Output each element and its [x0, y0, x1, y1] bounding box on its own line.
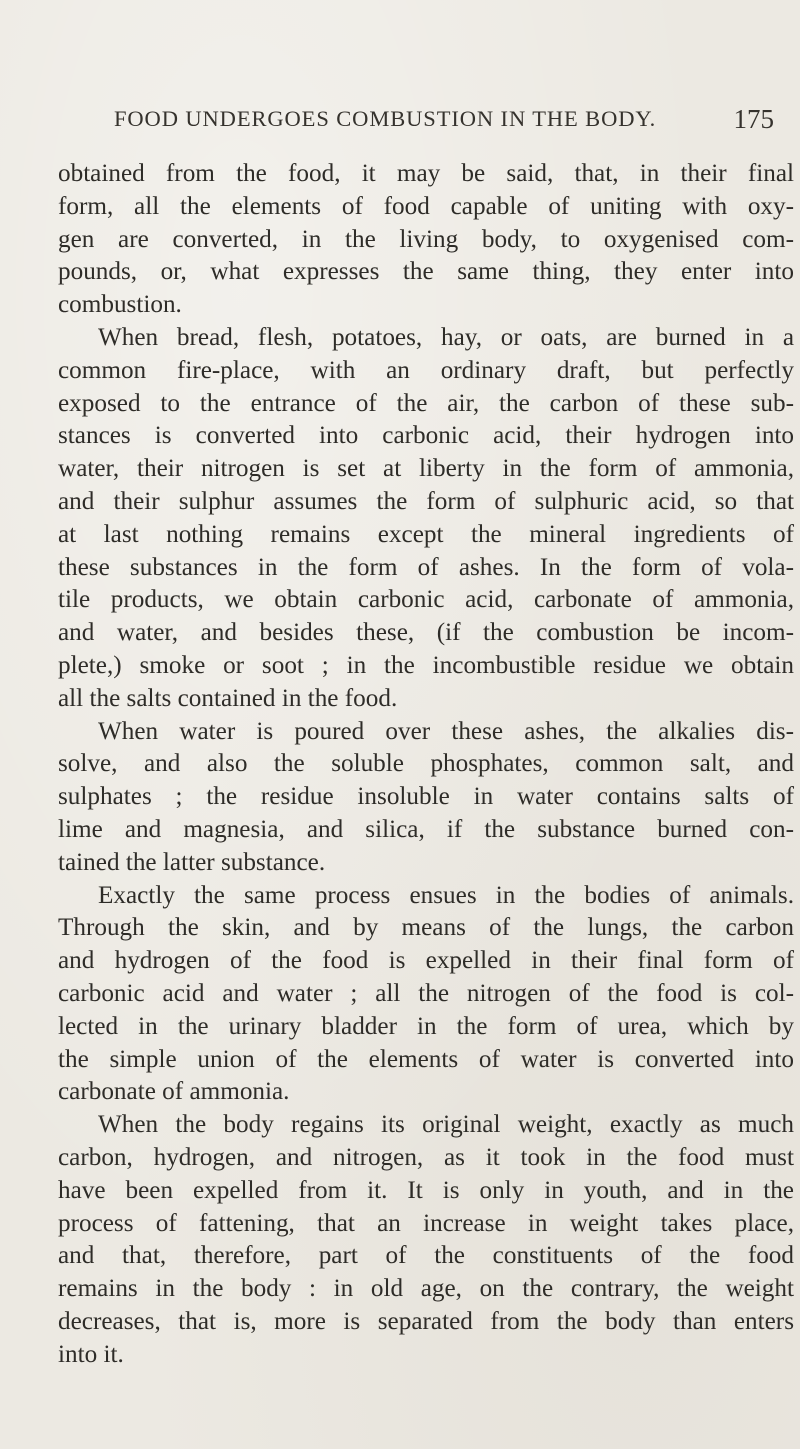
text-line: process of fattening, that an increase in weight takes place, — [58, 1209, 794, 1237]
text-line: When bread, flesh, potatoes, hay, or oats, are burned in a — [98, 323, 794, 351]
text-line: Through the skin, and by means of the lungs, the carbon — [58, 914, 794, 942]
text-line: at last nothing remains except the mineral ingredients of — [58, 520, 794, 548]
text-line: combustion. — [58, 291, 182, 319]
running-head — [114, 106, 774, 146]
text-line: obtained from the food, it may be said, that, in their final — [58, 160, 794, 187]
page-number: 175 — [733, 104, 774, 134]
text-line: tile products, we obtain carbonic acid, carbonate of ammonia, — [58, 586, 794, 614]
text-line: into it. — [58, 1340, 124, 1368]
running-title: FOOD UNDERGOES COMBUSTION IN THE BODY. — [114, 106, 657, 131]
text-line: When water is poured over these ashes, the alkalies dis- — [98, 717, 794, 745]
text-line: and water, and besides these, (if the combustion be incom- — [58, 619, 794, 647]
text-line: stances is converted into carbonic acid, their hydrogen into — [58, 422, 794, 450]
text-line: tained the latter substance. — [58, 848, 326, 876]
text-line: the simple union of the elements of water is converted into — [58, 1045, 794, 1073]
paragraph — [58, 158, 794, 322]
body-text — [58, 158, 794, 1371]
paragraph — [58, 322, 794, 716]
text-line: these substances in the form of ashes. In the form of vola- — [58, 553, 794, 581]
text-line: carbonate of ammonia. — [58, 1078, 290, 1106]
text-line: decreases, that is, more is separated from the body than enters — [58, 1307, 794, 1335]
text-line: and their sulphur assumes the form of sulphuric acid, so that — [58, 487, 794, 515]
paragraph — [58, 880, 794, 1110]
text-line: form, all the elements of food capable of uniting with oxy- — [58, 192, 794, 220]
paragraph — [58, 1109, 794, 1371]
text-line: and that, therefore, part of the constituents of the food — [58, 1242, 794, 1270]
text-line: remains in the body : in old age, on the contrary, the weight — [58, 1275, 794, 1303]
text-line: all the salts contained in the food. — [58, 684, 398, 712]
text-line: have been expelled from it. It is only in youth, and in the — [58, 1176, 794, 1204]
text-line: lected in the urinary bladder in the form of urea, which by — [58, 1012, 794, 1040]
text-line: lime and magnesia, and silica, if the substance burned con- — [58, 815, 794, 843]
paragraph — [58, 716, 794, 880]
text-line: and hydrogen of the food is expelled in their final form of — [58, 947, 794, 975]
text-line: exposed to the entrance of the air, the carbon of these sub- — [58, 389, 794, 417]
text-line: water, their nitrogen is set at liberty in the form of ammonia, — [58, 455, 794, 483]
text-line: carbonic acid and water ; all the nitrogen of the food is col- — [58, 979, 794, 1007]
text-line: When the body regains its original weight, exactly as much — [98, 1111, 794, 1139]
text-line: solve, and also the soluble phosphates, common salt, and — [58, 750, 794, 778]
text-line: carbon, hydrogen, and nitrogen, as it took in the food must — [58, 1143, 794, 1171]
text-line: pounds, or, what expresses the same thing, they enter into — [58, 258, 794, 286]
text-line: Exactly the same process ensues in the bodies of animals. — [98, 881, 794, 909]
text-line: sulphates ; the residue insoluble in water contains salts of — [58, 783, 794, 811]
text-line: plete,) smoke or soot ; in the incombustible residue we obtain — [58, 651, 794, 679]
text-line: gen are converted, in the living body, to oxygenised com- — [58, 225, 794, 253]
text-line: common fire-place, with an ordinary draft, but perfectly — [58, 356, 794, 384]
